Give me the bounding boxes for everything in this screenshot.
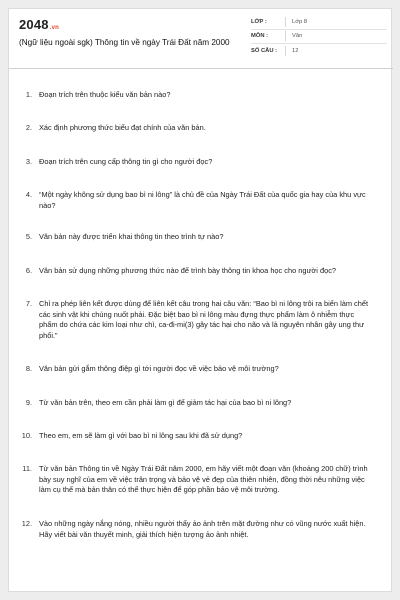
question-text: Văn bản sử dụng những phương thức nào để trình bày thông tin khoa học cho người đọc? — [39, 266, 337, 275]
meta-value-class: Lớp 8 — [292, 18, 308, 25]
brand-tld: .vn — [49, 25, 60, 31]
question-number: 12. — [21, 519, 32, 528]
question-number: 7. — [25, 299, 32, 308]
meta-value-count: 12 — [292, 48, 299, 55]
question-item — [9, 123, 393, 134]
brand-name: 2048 — [19, 17, 49, 32]
meta-row-count — [251, 44, 387, 59]
question-item — [9, 398, 393, 409]
question-item — [9, 431, 393, 442]
worksheet-header — [9, 9, 393, 69]
brand-logo[interactable] — [19, 17, 59, 32]
meta-divider — [285, 17, 286, 27]
meta-label-count: SỐ CÂU : — [251, 48, 278, 55]
worksheet-meta — [251, 15, 387, 59]
question-item — [9, 299, 393, 341]
question-text: Xác định phương thức biểu đạt chính của văn bản. — [39, 123, 206, 132]
question-number: 5. — [25, 232, 32, 241]
question-item — [9, 232, 393, 243]
question-number: 2. — [25, 123, 32, 132]
question-text: Vào những ngày nắng nóng, nhiều người thấy ảo ảnh trên mặt đường như có vũng nước xuất hiện. Hãy viết bài văn thuyết minh, giải thích hiện tượng ảo ảnh nhiệt. — [39, 519, 366, 539]
question-text: Từ văn bản Thông tin về Ngày Trái Đất năm 2000, em hãy viết một đoạn văn (khoảng 200 chữ) trình bày suy nghĩ của em về việc trân trọng và bảo vệ vẻ đẹp của thiên nhiên, đồng thời nêu những việc làm cụ thể mà bản thân có thể thực hiện để góp phần bảo vệ môi trường. — [39, 464, 368, 495]
question-text: Văn bản này được triển khai thông tin theo trình tự nào? — [39, 232, 224, 241]
question-item — [9, 364, 393, 375]
question-number: 10. — [21, 431, 32, 440]
question-text: Chỉ ra phép liên kết được dùng để liên kết câu trong hai câu văn: “Bao bì ni lông trôi ra biển làm chết các sinh vật khi chúng nuốt phải. Đặc biệt bao bì ni lông màu đựng thực phẩm làm ô nhiễm thực phẩm do chứa các kim loại như chì, ca-đi-mi(3) gây tác hại cho não và là nguyên nhân gây ung thư phổi.” — [39, 299, 369, 340]
meta-label-subject: MÔN : — [251, 33, 269, 40]
question-item — [9, 266, 393, 277]
meta-divider — [285, 46, 286, 56]
question-text: Văn bản gửi gắm thông điệp gì tới người đọc về việc bảo vệ môi trường? — [39, 364, 279, 373]
question-text: “Một ngày không sử dụng bao bì ni lông” là chủ đề của Ngày Trái Đất của quốc gia hay của khu vực nào? — [39, 190, 366, 210]
question-item — [9, 464, 393, 496]
question-item — [9, 90, 393, 101]
question-item — [9, 519, 393, 540]
question-item — [9, 190, 393, 211]
question-number: 11. — [22, 464, 32, 473]
question-item — [9, 157, 393, 168]
meta-row-class — [251, 15, 387, 30]
question-text: Đoạn trích trên cung cấp thông tin gì cho người đọc? — [39, 157, 213, 166]
question-number: 4. — [25, 190, 32, 199]
document-page — [8, 8, 392, 592]
question-number: 9. — [25, 398, 32, 407]
question-number: 3. — [25, 157, 32, 166]
question-number: 8. — [25, 364, 32, 373]
question-number: 6. — [25, 266, 32, 275]
question-number: 1. — [25, 90, 32, 99]
meta-divider — [285, 31, 286, 41]
meta-row-subject — [251, 30, 387, 45]
question-text: Theo em, em sẽ làm gì với bao bì ni lông sau khi đã sử dụng? — [39, 431, 243, 440]
question-text: Đoạn trích trên thuộc kiểu văn bản nào? — [39, 90, 171, 99]
question-text: Từ văn bản trên, theo em cần phải làm gì để giảm tác hại của bao bì ni lông? — [39, 398, 292, 407]
meta-value-subject: Văn — [292, 33, 303, 40]
worksheet-title: (Ngữ liệu ngoài sgk) Thông tin về ngày Trái Đất năm 2000 — [19, 38, 230, 47]
meta-label-class: LỚP : — [251, 18, 267, 25]
